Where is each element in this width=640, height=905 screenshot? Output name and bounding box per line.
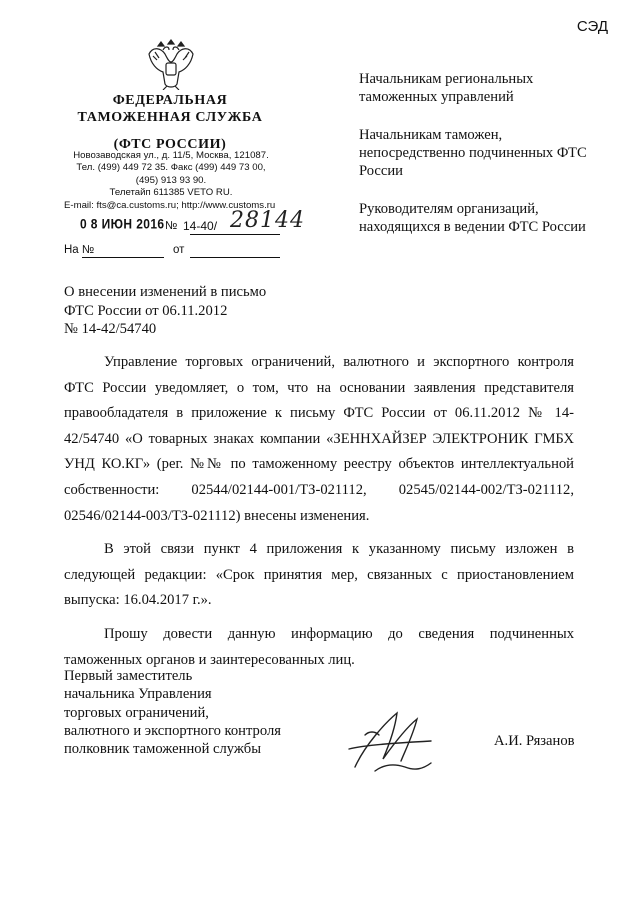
subject-line-1: О внесении изменений в письмо bbox=[64, 284, 267, 300]
agency-name-line2: ТАМОЖЕННАЯ СЛУЖБА bbox=[77, 110, 263, 125]
body-paragraph-amendment: В этой связи пункт 4 приложения к указанному письму изложен в следующей редакции: «Срок принятия мер, связанных с приостановлением выпуска: 16.04.2017 г.». bbox=[64, 541, 574, 609]
letter-subject bbox=[64, 283, 324, 339]
reference-date-underline bbox=[190, 257, 280, 258]
coat-of-arms-emblem-icon bbox=[147, 36, 195, 90]
reference-number-label: На № bbox=[64, 244, 95, 256]
agency-address: Новозаводская ул., д. 11/5, Москва, 121087. bbox=[73, 150, 269, 161]
signatory-title bbox=[64, 667, 314, 758]
letter-body bbox=[64, 350, 574, 681]
registry-mark: СЭД bbox=[576, 18, 608, 35]
addressee-regional-administrations: Начальникам региональных таможенных управлений bbox=[359, 71, 534, 105]
body-paragraph-request: Прошу довести данную информацию до сведения подчиненных таможенных органов и заинтересованных лиц. bbox=[64, 625, 574, 668]
reference-date-label: от bbox=[173, 244, 185, 256]
registration-number-handwritten: 28144 bbox=[230, 208, 305, 233]
addressees-block bbox=[359, 70, 599, 256]
handwritten-signature-icon bbox=[335, 705, 455, 785]
subject-line-3: № 14-42/54740 bbox=[64, 321, 157, 337]
body-paragraph-notification: Управление торговых ограничений, валютного и экспортного контроля ФТС России уведомляет, о том, что на основании заявления представителя правообладателя в приложение к письму ФТС России от 06.11.2012 № 14-42/54740 «О товарных знаках компании «ЗЕННХАЙЗЕР ЭЛЕКТРОНИК ГМБХ УНД КО.КГ» (рег. №№ по таможенному реестру объектов интеллектуальной собственности: 02544/02144-001/ТЗ-021112, 02545/02144-002/ТЗ-021112, 02546/02144-003/ТЗ-021112) внесены изменения. bbox=[64, 354, 574, 524]
agency-teletype: Телетайп 611385 VETO RU. bbox=[109, 187, 233, 199]
addressee-customs-offices: Начальникам таможен, непосредственно подчиненных ФТС России bbox=[359, 127, 587, 179]
signatory-name: А.И. Рязанов bbox=[494, 733, 575, 749]
subject-line-2: ФТС России от 06.11.2012 bbox=[64, 302, 228, 319]
agency-abbreviation: (ФТС РОССИИ) bbox=[113, 137, 227, 152]
agency-phones: Тел. (499) 449 72 35. Факс (499) 449 73 00, bbox=[76, 162, 266, 174]
signatory-title-line2: начальника Управления bbox=[64, 686, 212, 703]
signatory-title-line1: Первый заместитель bbox=[64, 668, 193, 684]
signatory-title-line4: валютного и экспортного контроля bbox=[64, 722, 281, 739]
addressee-subordinate-organizations: Руководителям организаций, находящихся в ведении ФТС России bbox=[359, 201, 586, 235]
registration-number-label: № bbox=[165, 220, 178, 232]
signatory-title-line3: торговых ограничений, bbox=[64, 704, 209, 721]
agency-phones-2: (495) 913 93 90. bbox=[135, 174, 207, 186]
agency-email: E-mail: fts@ca.customs.ru; http://www.customs.ru bbox=[64, 199, 276, 211]
registration-number-prefix: 14-40/ bbox=[183, 219, 218, 233]
registration-number-underline bbox=[190, 234, 280, 235]
agency-name bbox=[70, 92, 270, 153]
agency-contacts bbox=[64, 150, 278, 212]
agency-name-line1: ФЕДЕРАЛЬНАЯ bbox=[112, 93, 228, 108]
registration-date-stamp: 0 8 ИЮН 2016 bbox=[80, 215, 165, 233]
reference-number-underline bbox=[82, 257, 164, 258]
signatory-title-line5: полковник таможенной службы bbox=[64, 741, 262, 758]
